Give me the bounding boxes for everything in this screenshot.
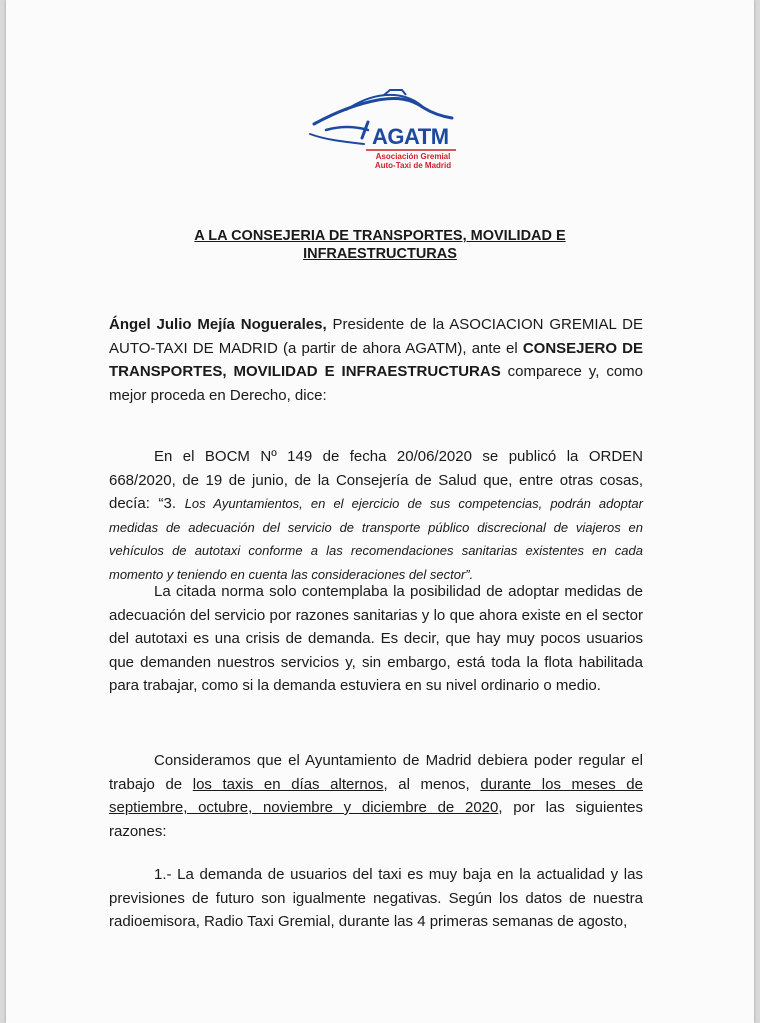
- agatm-logo: [306, 86, 466, 186]
- proposal-text-a: Consideramos que el Ayuntamiento de Madrid debiera poder regular el trabajo de: [109, 752, 643, 793]
- proposal-alternate-days: los taxis en días alternos: [192, 775, 384, 793]
- consejero-title: CONSEJERO DE TRANSPORTES, MOVILIDAD E INFRAESTRUCTURAS: [109, 339, 643, 380]
- paragraph-reason-1: 1.- La demanda de usuarios del taxi es muy baja en la actualidad y las previsiones de futuro son igualmente negativas. Según los datos de nuestra radioemisora, Radio Taxi Gremial, durante las 4 primeras semanas de agosto,: [109, 866, 643, 930]
- paragraph-crisis: La citada norma solo contemplaba la posibilidad de adoptar medidas de adecuación del servicio por razones sanitarias y lo que ahora existe en el sector del autotaxi es una crisis de demanda. Es decir, que hay muy pocos usuarios que demanden nuestros servicios y, sin embargo, está toda la flota habilitada para trabajar, como si la demanda estuviera en su nivel ordinario o medio.: [109, 583, 643, 694]
- proposal-text-e: , por las siguientes razones:: [109, 799, 643, 840]
- proposal-text-c: , al menos,: [383, 775, 481, 793]
- bocm-text: En el BOCM Nº 149 de fecha 20/06/2020 se publicó la ORDEN 668/2020, de 19 de junio, de la Consejería de Salud que, entre otras cosas, decía: “3.: [109, 448, 643, 512]
- document-heading-line2: INFRAESTRUCTURAS: [303, 246, 457, 262]
- document-heading-line1: A LA CONSEJERIA DE TRANSPORTES, MOVILIDAD E: [194, 228, 566, 244]
- bocm-quote: Los Ayuntamientos, en el ejercicio de sus competencias, podrán adoptar medidas de adecuación del servicio de transporte público discrecional de viajeros en vehículos de autotaxi conforme a las recomendaciones sanitarias existentes en cada momento y teniendo en cuenta las consideraciones del sector”.: [109, 496, 643, 582]
- paragraph-proposal: [109, 749, 643, 843]
- logo-subtitle-line1: Asociación Gremial: [375, 152, 451, 161]
- paragraph-introduction: [109, 313, 643, 407]
- intro-text-a: Presidente de la ASOCIACION GREMIAL DE AUTO-TAXI DE MADRID (a partir de ahora AGATM), ante el: [109, 316, 643, 357]
- proposal-months: durante los meses de septiembre, octubre, noviembre y diciembre de 2020: [109, 775, 643, 816]
- logo-subtitle-line2: Auto-Taxi de Madrid: [374, 161, 452, 170]
- intro-text-c: comparece y, como mejor proceda en Derecho, dice:: [109, 363, 643, 404]
- author-name: Ángel Julio Mejía Noguerales,: [109, 316, 327, 333]
- logo-wordmark: AGATM: [372, 124, 449, 149]
- paragraph-bocm: [109, 445, 643, 586]
- document-page: [6, 0, 754, 1023]
